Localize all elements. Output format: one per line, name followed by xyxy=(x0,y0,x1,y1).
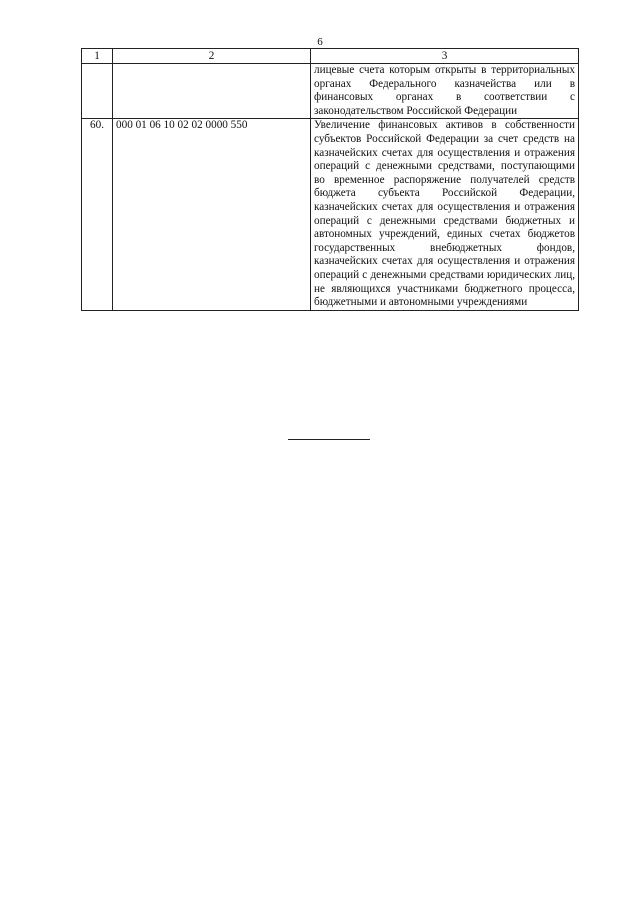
page-number: 6 xyxy=(317,36,323,48)
row-number: 60. xyxy=(82,119,113,310)
row-description: Увеличение финансовых активов в собственности субъектов Российской Федерации за счет средств на казначейских счетах для осуществления и отражения операций с денежными средствами, поступающими во временное распоряжение получателей средств бюджета субъекта Российской Федерации, казначейских счетах для осуществления и отражения операций с денежными средствами бюджетных и автономных учреждений, единых счетах бюджетов государственных внебюджетных фондов, казначейских счетах для осуществления и отражения операций с денежными средствами юридических лиц, не являющихся участниками бюджетного процесса, бюджетными и автономными учреждениями xyxy=(311,119,579,310)
end-divider-line xyxy=(288,439,370,440)
document-table xyxy=(81,48,579,311)
row-description: лицевые счета которым открыты в территориальных органах Федерального казначейства или в финансовых органах в соответствии с законодательством Российской Федерации xyxy=(311,64,579,119)
row-number xyxy=(82,64,113,119)
column-header: 2 xyxy=(113,49,311,64)
table-header-row xyxy=(82,49,579,64)
table-row xyxy=(82,64,579,119)
row-code: 000 01 06 10 02 02 0000 550 xyxy=(113,119,311,310)
column-header: 1 xyxy=(82,49,113,64)
row-code xyxy=(113,64,311,119)
column-header: 3 xyxy=(311,49,579,64)
table-row xyxy=(82,119,579,310)
